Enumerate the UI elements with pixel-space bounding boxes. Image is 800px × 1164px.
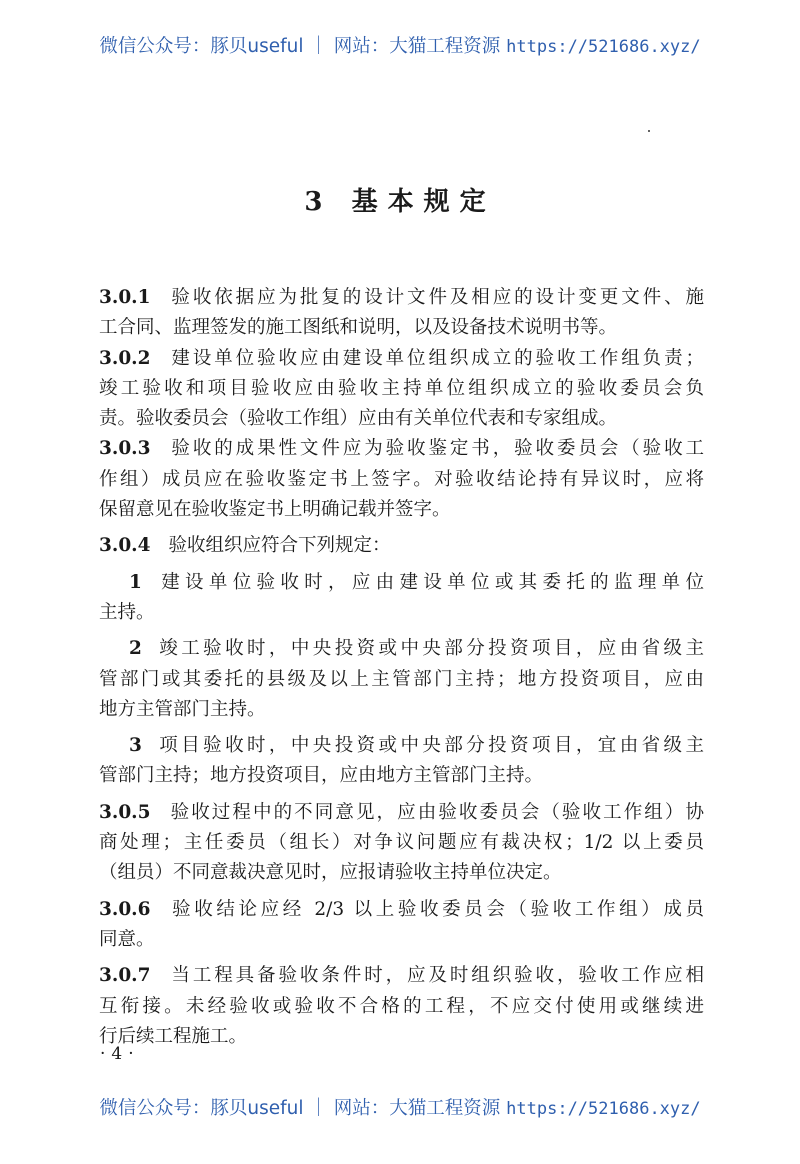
watermark-footer <box>0 1094 800 1120</box>
clause-3-0-5 <box>99 798 704 828</box>
list-item-3 <box>99 731 704 761</box>
clause-number: 3.0.1 <box>99 287 151 308</box>
item-line: 管部门或其委托的县级及以上主管部门主持；地方投资项目，应由 <box>99 668 704 690</box>
watermark-text: 微信公众号：豚贝useful ｜ 网站：大猫工程资源 <box>99 36 507 57</box>
clause-3-0-1 <box>99 283 704 313</box>
watermark-text: 微信公众号：豚贝useful ｜ 网站：大猫工程资源 <box>99 1098 507 1119</box>
scan-speck <box>648 130 650 132</box>
item-text: 项目验收时，中央投资或中央部分投资项目，宜由省级主 <box>155 735 704 757</box>
clause-text: 验收结论应经 2/3 以上验收委员会（验收工作组）成员 <box>168 898 704 920</box>
list-item-2 <box>99 634 704 664</box>
page-number: ·4· <box>100 1044 140 1064</box>
clause-3-0-4 <box>99 531 704 561</box>
clause-text: 验收组织应符合下列规定： <box>168 535 391 557</box>
clause-number: 3.0.4 <box>99 535 151 557</box>
clause-3-0-3 <box>99 434 704 464</box>
clause-3-0-7 <box>99 961 704 991</box>
clause-line: 互衔接。未经验收或验收不合格的工程，不应交付使用或继续进 <box>99 995 704 1017</box>
clause-text: 建设单位验收应由建设单位组织成立的验收工作组负责； <box>168 347 704 369</box>
clause-number: 3.0.5 <box>99 801 151 823</box>
watermark-url[interactable]: https://521686.xyz/ <box>506 37 701 57</box>
item-number: 3 <box>129 735 142 757</box>
clause-number: 3.0.7 <box>99 965 151 987</box>
clause-text: 验收过程中的不同意见，应由验收委员会（验收工作组）协 <box>168 801 704 823</box>
clause-number: 3.0.2 <box>99 347 151 369</box>
clause-line: 工合同、监理签发的施工图纸和说明，以及设备技术说明书等。 <box>99 317 618 339</box>
watermark-url[interactable]: https://521686.xyz/ <box>506 1099 701 1119</box>
clause-line: 同意。 <box>99 928 155 950</box>
list-item-1 <box>99 568 704 598</box>
item-line: 主持。 <box>99 601 155 623</box>
item-number: 1 <box>129 571 142 593</box>
item-text: 竣工验收时，中央投资或中央部分投资项目，应由省级主 <box>155 638 704 660</box>
clause-line: 行后续工程施工。 <box>99 1025 248 1047</box>
clause-line: 保留意见在验收鉴定书上明确记载并签字。 <box>99 499 451 521</box>
clause-number: 3.0.6 <box>99 898 151 920</box>
item-line: 地方主管部门主持。 <box>99 698 266 720</box>
clause-3-0-6 <box>99 895 704 925</box>
clause-line: （组员）不同意裁决意见时，应报请验收主持单位决定。 <box>99 862 562 884</box>
item-number: 2 <box>129 638 142 660</box>
item-text: 建设单位验收时，应由建设单位或其委托的监理单位 <box>155 571 704 593</box>
clause-line: 责。验收委员会（验收工作组）应由有关单位代表和专家组成。 <box>99 408 618 430</box>
clause-line: 竣工验收和项目验收应由验收主持单位组织成立的验收委员会负 <box>99 377 704 399</box>
clause-text: 当工程具备验收条件时，应及时组织验收，验收工作应相 <box>168 965 704 987</box>
chapter-title: 3 基本规定 <box>304 187 496 217</box>
clause-text: 验收的成果性文件应为验收鉴定书，验收委员会（验收工 <box>168 438 704 460</box>
clause-line: 商处理；主任委员（组长）对争议问题应有裁决权；1/2 以上委员 <box>99 832 704 854</box>
clause-3-0-2 <box>99 344 704 374</box>
clause-line: 作组）成员应在验收鉴定书上签字。对验收结论持有异议时，应将 <box>99 468 704 490</box>
document-body <box>99 283 704 1052</box>
watermark-header <box>0 32 800 58</box>
clause-text: 验收依据应为批复的设计文件及相应的设计变更文件、施 <box>168 287 704 308</box>
item-line: 管部门主持；地方投资项目，应由地方主管部门主持。 <box>99 765 544 787</box>
clause-number: 3.0.3 <box>99 438 151 460</box>
